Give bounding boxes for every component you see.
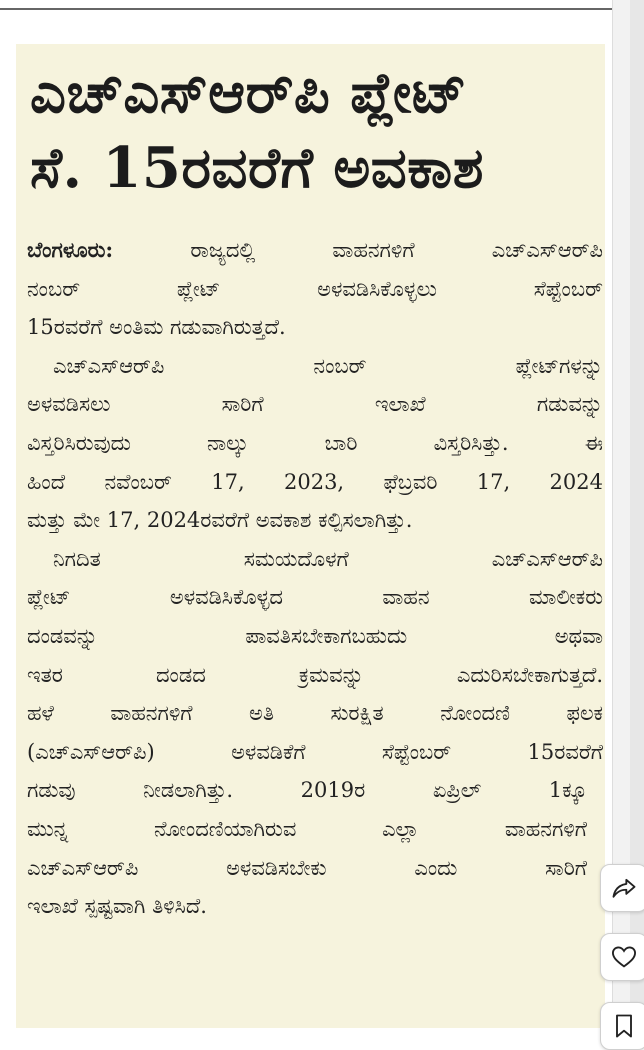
body-line: ಹಳೆ ವಾಹನಗಳಿಗೆ ಅತಿ ಸುರಕ್ಷಿತ ನೋಂದಣಿ ಫಲಕ — [27, 701, 603, 726]
body-line: ಎಚ್‌ಎಸ್‌ಆರ್‌ಪಿ ನಂಬರ್ ಪ್ಲೇಟ್‌ಗಳನ್ನು — [53, 353, 603, 378]
body-line: ಅಳವಡಿಸಲು ಸಾರಿಗೆ ಇಲಾಖೆ ಗಡುವನ್ನು — [27, 392, 603, 417]
body-line: ಎಚ್‌ಎಸ್‌ಆರ್‌ಪಿ ಅಳವಡಿಸಬೇಕು ಎಂದು ಸಾರಿಗೆ — [27, 855, 587, 880]
body-line: ನಂಬರ್ ಪ್ಲೇಟ್ ಅಳವಡಿಸಿಕೊಳ್ಳಲು ಸೆಪ್ಟೆಂಬರ್ — [27, 276, 603, 301]
headline-line-1: ಎಚ್‌ಎಸ್‌ಆರ್‌ಪಿ ಪ್ಲೇಟ್ — [30, 60, 468, 126]
dateline: ಬೆಂಗಳೂರು: — [27, 237, 114, 262]
bookmark-icon — [610, 1012, 638, 1040]
top-divider — [0, 8, 612, 10]
body-line: ದಂಡವನ್ನು ಪಾವತಿಸಬೇಕಾಗಬಹುದು ಅಥವಾ — [27, 623, 603, 648]
headline-line-2: ಸೆ. 15ರವರೆಗೆ ಅವಕಾಶ — [30, 135, 484, 201]
body-line-text: ರಾಜ್ಯದಲ್ಲಿ ವಾಹನಗಳಿಗೆ ಎಚ್‌ಎಸ್‌ಆರ್‌ಪಿ — [190, 238, 603, 262]
share-icon — [610, 874, 638, 902]
body-line: ಮುನ್ನ ನೋಂದಣಿಯಾಗಿರುವ ಎಲ್ಲಾ ವಾಹನಗಳಿಗೆ — [27, 816, 587, 841]
body-line: ಮತ್ತು ಮೇ 17, 2024ರವರೆಗೆ ಅವಕಾಶ ಕಲ್ಪಿಸಲಾಗಿತ್ತು. — [27, 508, 413, 533]
body-line: 15ರವರೆಗೆ ಅಂತಿಮ ಗಡುವಾಗಿರುತ್ತದೆ. — [27, 315, 286, 340]
body-line: ಇತರ ದಂಡದ ಕ್ರಮವನ್ನು ಎದುರಿಸಬೇಕಾಗುತ್ತದೆ. — [27, 662, 603, 687]
heart-icon — [610, 943, 638, 971]
bookmark-button[interactable] — [600, 1002, 644, 1050]
body-line: ನಿಗದಿತ ಸಮಯದೊಳಗೆ ಎಚ್‌ಎಸ್‌ಆರ್‌ಪಿ — [53, 546, 603, 571]
body-line — [27, 231, 603, 270]
body-line: ಪ್ಲೇಟ್ ಅಳವಡಿಸಿಕೊಳ್ಳದ ವಾಹನ ಮಾಲೀಕರು — [27, 585, 603, 610]
body-line: ಇಲಾಖೆ ಸ್ಪಷ್ಟವಾಗಿ ತಿಳಿಸಿದೆ. — [27, 894, 207, 919]
like-button[interactable] — [600, 933, 644, 981]
body-line: (ಎಚ್‌ಎಸ್‌ಆರ್‌ಪಿ) ಅಳವಡಿಕೆಗೆ ಸೆಪ್ಟೆಂಬರ್ 15ರವರೆಗೆ — [27, 739, 603, 764]
body-line: ಗಡುವು ನೀಡಲಾಗಿತ್ತು. 2019ರ ಏಪ್ರಿಲ್ 1ಕ್ಕೂ — [27, 778, 587, 803]
headline — [30, 56, 605, 206]
action-rail — [600, 845, 644, 1028]
body-line: ವಿಸ್ತರಿಸಿರುವುದು ನಾಲ್ಕು ಬಾರಿ ವಿಸ್ತರಿಸಿತ್ತು. ಈ — [27, 430, 603, 455]
body-line: ಹಿಂದೆ ನವೆಂಬರ್ 17, 2023, ಫೆಬ್ರವರಿ 17, 2024 — [27, 469, 603, 494]
share-button[interactable] — [600, 864, 644, 912]
article-body — [27, 231, 603, 926]
